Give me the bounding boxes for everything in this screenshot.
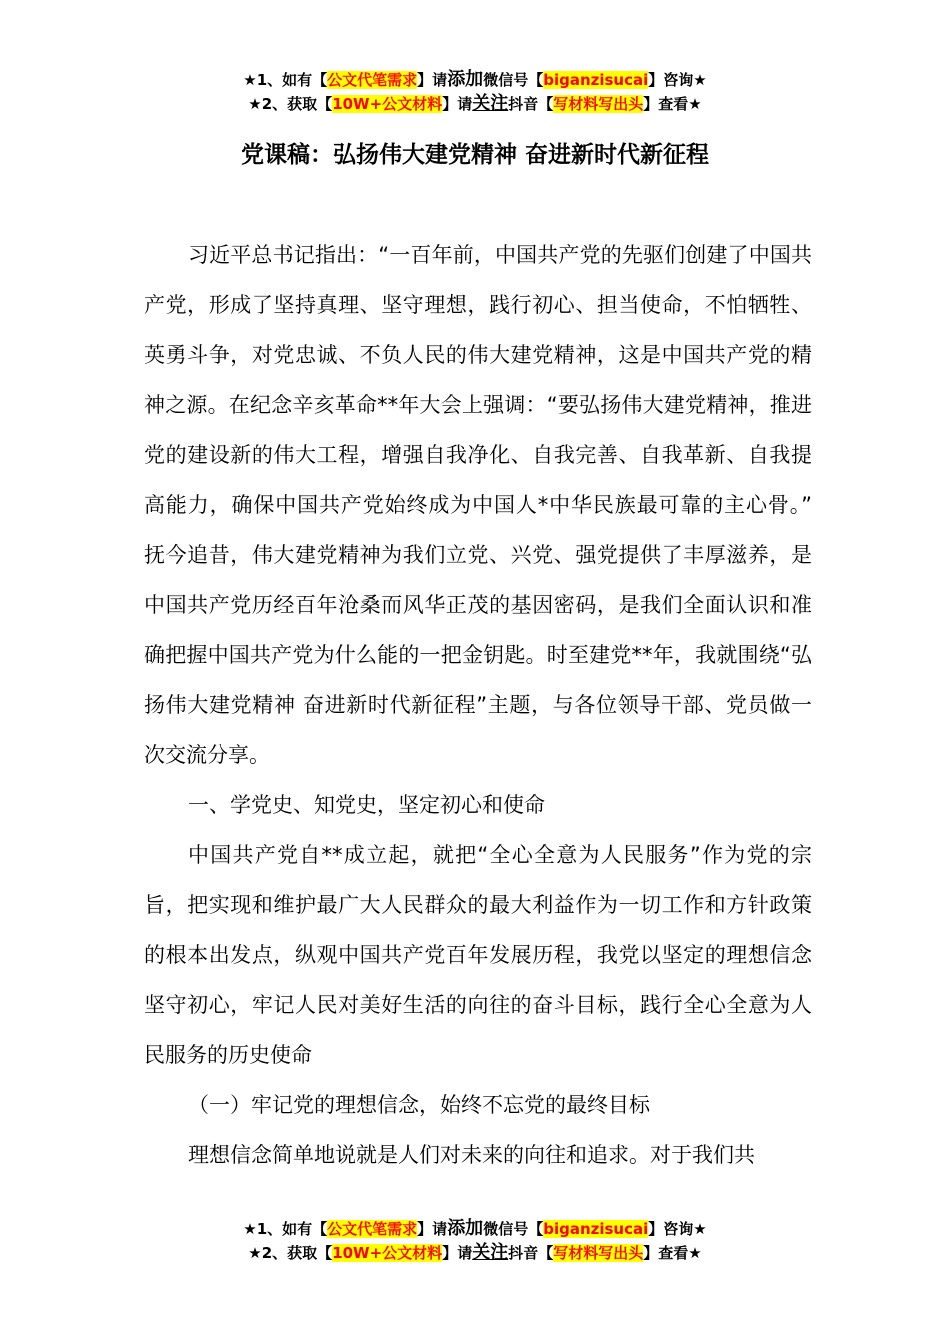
banner-text: 】请 [442, 1244, 473, 1262]
banner-emphasis: 添加 [447, 1218, 484, 1239]
banner-text: ★1、如有【 [243, 71, 328, 89]
banner-line-1 [0, 1217, 950, 1241]
document-body [144, 230, 812, 1180]
highlight-text: 公文代笔需求 [327, 71, 418, 89]
paragraph-intro: 习近平总书记指出：“一百年前，中国共产党的先驱们创建了中国共产党，形成了坚持真理、坚守理想，践行初心、担当使命，不怕牺牲、英勇斗争，对党忠诚、不负人民的伟大建党精神，这是中国共产党的精神之源。在纪念辛亥革命**年大会上强调：“要弘扬伟大建党精神，推进党的建设新的伟大工程，增强自我净化、自我完善、自我革新、自我提高能力，确保中国共产党始终成为中国人*中华民族最可靠的主心骨。” 抚今追昔，伟大建党精神为我们立党、兴党、强党提供了丰厚滋养，是中国共产党历经百年沧桑而风华正茂的基因密码，是我们全面认识和准确把握中国共产党为什么能的一把金钥匙。时至建党**年，我就围绕“弘扬伟大建党精神 奋进新时代新征程”主题，与各位领导干部、党员做一次交流分享。 [144, 243, 812, 767]
highlight-text: 10W+公文材料 [332, 1244, 443, 1262]
banner-text: 】请 [417, 71, 448, 89]
footer-banner [0, 1217, 950, 1265]
banner-emphasis: 关注 [472, 93, 509, 114]
banner-text: ★2、获取【 [248, 1244, 333, 1262]
subsection-heading-1: （一）牢记党的理想信念，始终不忘党的最终目标 [188, 1093, 650, 1117]
highlight-text: 10W+公文材料 [332, 95, 443, 113]
banner-text: 】查看★ [643, 95, 702, 113]
banner-emphasis: 关注 [472, 1242, 509, 1263]
banner-text: 微信号【 [483, 71, 544, 89]
banner-line-2 [0, 92, 950, 116]
banner-text: ★2、获取【 [248, 95, 333, 113]
document-title: 党课稿：弘扬伟大建党精神 奋进新时代新征程 [240, 142, 709, 168]
banner-line-2 [0, 1241, 950, 1265]
banner-text: 】咨询★ [648, 1220, 707, 1238]
banner-text: 抖音【 [508, 1244, 554, 1262]
highlight-text: 公文代笔需求 [327, 1220, 418, 1238]
banner-line-1 [0, 68, 950, 92]
header-banner [0, 68, 950, 116]
banner-text: ★1、如有【 [243, 1220, 328, 1238]
douyin-id: 写材料写出头 [553, 95, 644, 113]
paragraph: 理想信念简单地说就是人们对未来的向往和追求。对于我们共 [188, 1143, 755, 1167]
wechat-id: biganzisucai [543, 1220, 649, 1238]
section-heading-1: 一、学党史、知党史，坚定初心和使命 [188, 793, 545, 817]
banner-text: 抖音【 [508, 95, 554, 113]
paragraph: 中国共产党自**成立起，就把“全心全意为人民服务”作为党的宗旨，把实现和维护最广大人民群众的最大利益作为一切工作和方针政策的根本出发点，纵观中国共产党百年发展历程，我党以坚定的理想信念坚守初心，牢记人民对美好生活的向往的奋斗目标，践行全心全意为人民服务的历史使命 [144, 843, 812, 1067]
wechat-id: biganzisucai [543, 71, 649, 89]
banner-text: 】查看★ [643, 1244, 702, 1262]
banner-text: 】请 [417, 1220, 448, 1238]
banner-text: 】请 [442, 95, 473, 113]
banner-text: 微信号【 [483, 1220, 544, 1238]
banner-text: 】咨询★ [648, 71, 707, 89]
banner-emphasis: 添加 [447, 69, 484, 90]
douyin-id: 写材料写出头 [553, 1244, 644, 1262]
